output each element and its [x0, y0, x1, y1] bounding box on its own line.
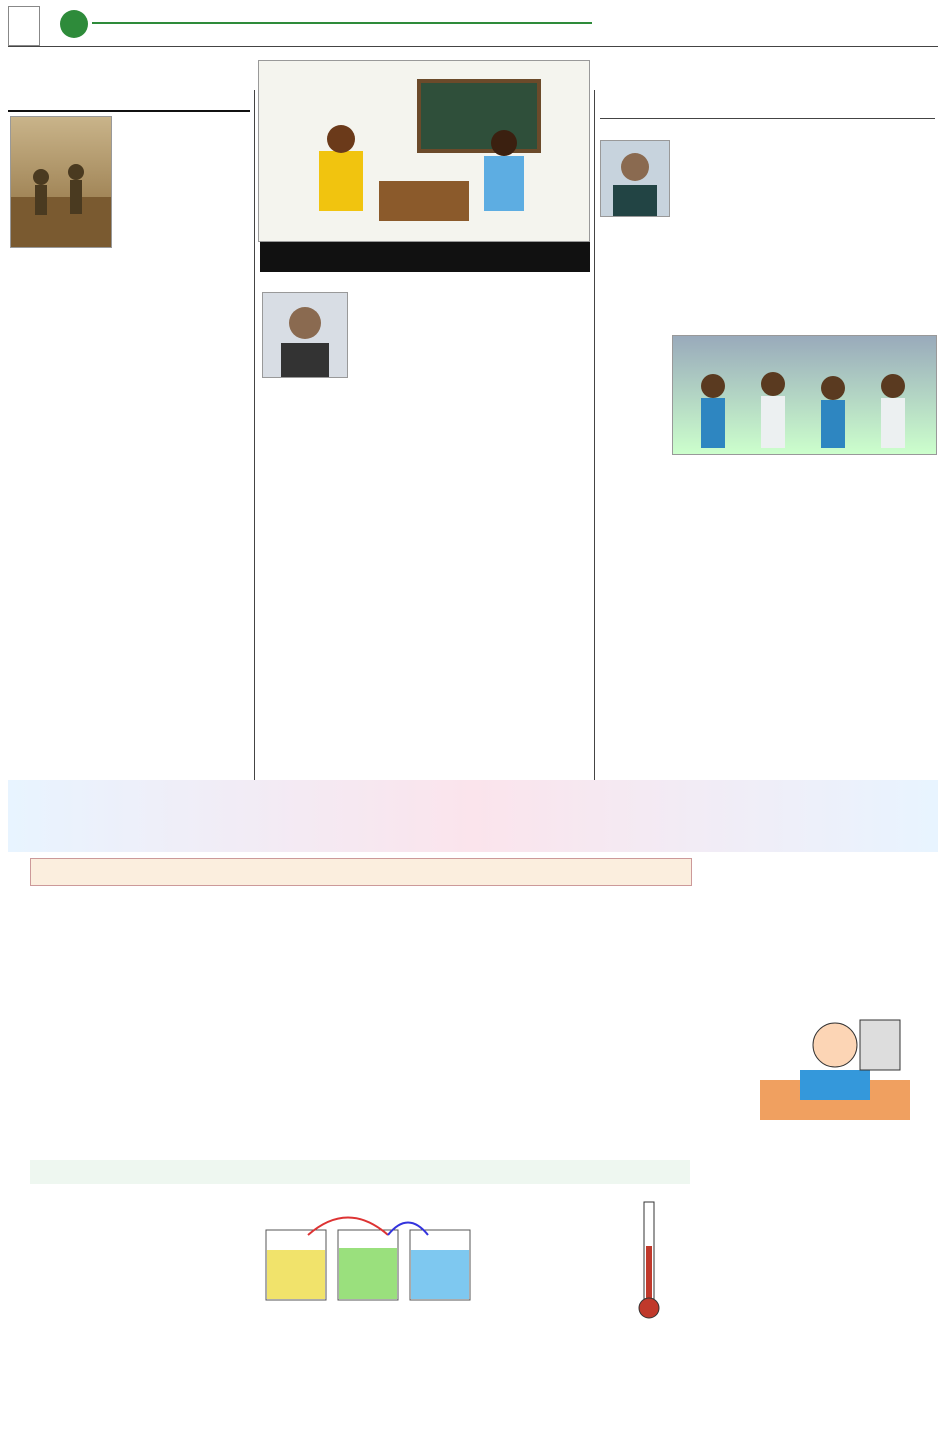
person-icon	[601, 141, 669, 216]
soldiers-photo	[10, 116, 112, 248]
corona-body-bottom	[672, 458, 935, 668]
reading-child-icon	[740, 1000, 930, 1130]
class910-title	[30, 1160, 690, 1184]
class5-title	[700, 858, 935, 884]
usa-body-main	[10, 318, 250, 778]
reading-child-illustration	[740, 1000, 930, 1130]
physics-body-mid	[262, 1360, 482, 1448]
physics-body-right	[486, 1190, 606, 1330]
soldier-silhouette-icon	[11, 117, 111, 247]
masthead-logo-left	[8, 6, 40, 46]
students-banner	[8, 780, 938, 852]
students-photo	[672, 335, 937, 455]
article-crisis-title	[260, 242, 590, 272]
photo-icon	[673, 336, 936, 454]
usa-body-top	[118, 116, 250, 316]
person-icon	[263, 293, 347, 377]
corona-body-left	[600, 220, 668, 690]
classroom-icon	[259, 61, 589, 241]
author-osman-photo	[600, 140, 670, 217]
thermometer-diagram	[610, 1196, 690, 1326]
class8-title	[30, 858, 692, 886]
thermometer-icon	[610, 1196, 690, 1326]
crisis-body-intro	[350, 290, 590, 376]
beakers-icon	[258, 1190, 478, 1330]
corona-body-top	[672, 140, 935, 330]
crisis-body	[262, 380, 590, 710]
heat-transfer-diagram	[258, 1190, 478, 1330]
physics-body	[10, 1270, 250, 1448]
class5-qa-bottom	[700, 1135, 935, 1445]
author-mozammel-photo	[262, 292, 348, 378]
science8-questions	[10, 942, 690, 1152]
classroom-illustration	[258, 60, 590, 242]
header-rule	[92, 22, 592, 24]
page-number	[60, 10, 88, 38]
